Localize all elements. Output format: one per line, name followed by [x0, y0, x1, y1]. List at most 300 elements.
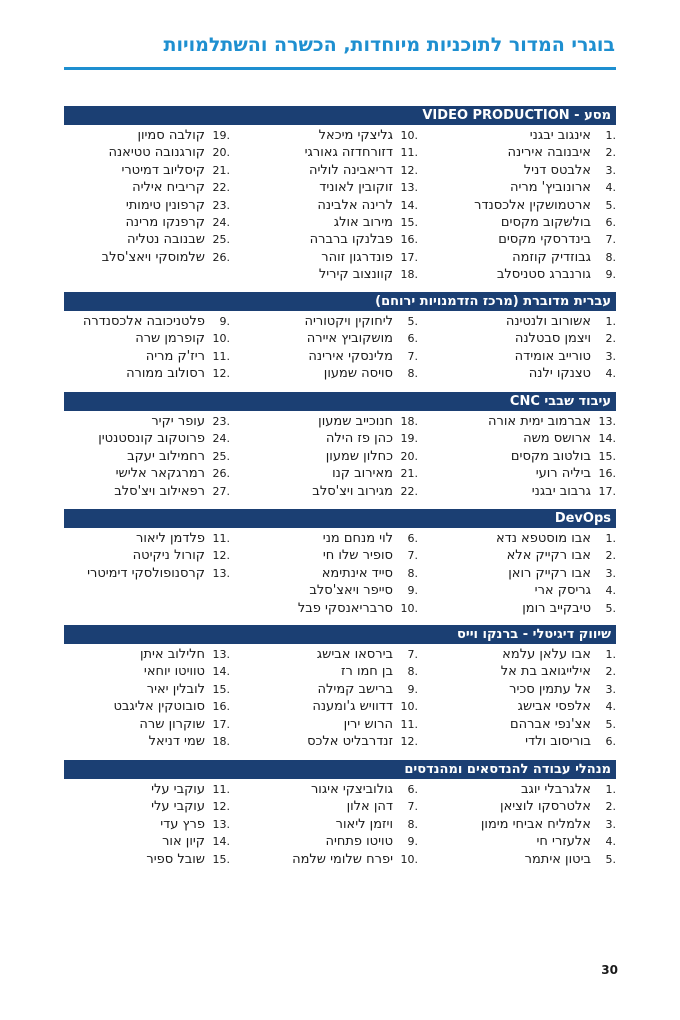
- item-number: 4.: [605, 700, 616, 714]
- list-item: [243, 582, 418, 599]
- item-number: 2.: [605, 800, 616, 814]
- list-item: [441, 430, 616, 447]
- list-item: [441, 600, 616, 617]
- section-header: עיבוד שבבי CNC: [64, 392, 616, 411]
- item-number: 22.: [400, 484, 418, 498]
- list-item: [243, 733, 418, 750]
- list-item: [441, 663, 616, 680]
- item-number: 13.: [598, 415, 616, 428]
- list-item: [441, 231, 616, 248]
- list-item: [64, 231, 230, 248]
- list-item: [64, 716, 230, 733]
- list-item: [243, 127, 418, 144]
- item-number: 6.: [605, 215, 616, 229]
- graduate-name: סייד אינתימא: [321, 565, 393, 581]
- list-item: [441, 565, 616, 582]
- list-item: [243, 816, 418, 833]
- item-number: 22.: [212, 181, 230, 195]
- section-header: עברית מדוברת (מרכז הזדמנויות ירוחם): [64, 292, 616, 311]
- section-video-production: [64, 106, 616, 283]
- item-number: 9.: [407, 584, 418, 598]
- item-number: 3.: [605, 163, 616, 177]
- name-column: [243, 127, 418, 284]
- page-number: 30: [601, 963, 618, 977]
- page-title: בוגרי המדור לתוכניות מיוחדות, הכשרה והשתלמויות: [163, 34, 615, 56]
- name-column: [243, 781, 418, 868]
- section-spoken-hebrew: [64, 292, 616, 382]
- graduate-name: אברמוב ימית אורה: [488, 414, 591, 429]
- list-item: [243, 249, 418, 266]
- graduate-name: רחמילוב יעקב: [127, 448, 205, 464]
- item-number: 9.: [219, 315, 230, 328]
- graduate-name: פבלנקו ברברה: [309, 232, 393, 248]
- item-number: 19.: [212, 129, 230, 142]
- item-number: 13.: [212, 566, 230, 580]
- list-item: [243, 663, 418, 680]
- graduate-name: דזורחדזה גאורגי: [304, 145, 393, 161]
- item-number: 16.: [400, 233, 418, 247]
- item-number: 10.: [212, 332, 230, 346]
- graduate-name: לרינה אלבינה: [317, 197, 393, 213]
- item-number: 18.: [400, 268, 418, 282]
- graduate-name: קופרמן שרה: [135, 331, 205, 347]
- list-item: [64, 681, 230, 698]
- graduate-name: סובוטקין אליגבט: [113, 699, 205, 715]
- name-column: [243, 413, 418, 500]
- graduate-name: עוקבי עלי: [151, 799, 205, 815]
- graduate-name: ביליה רועי: [535, 466, 591, 482]
- list-item: [243, 231, 418, 248]
- item-number: 26.: [212, 250, 230, 264]
- list-item: [441, 798, 616, 815]
- item-number: 20.: [212, 146, 230, 160]
- graduate-name: בירסאו אבישג: [316, 647, 393, 662]
- graduate-name: טורייב אומידה: [514, 348, 591, 364]
- item-number: 14.: [598, 432, 616, 446]
- list-item: [64, 430, 230, 447]
- graduate-name: גרבוב יבגני: [531, 483, 591, 499]
- item-number: 14.: [400, 198, 418, 212]
- list-item: [243, 530, 418, 547]
- item-number: 11.: [400, 717, 418, 731]
- graduate-name: פלטניכובה אלכסנדרה: [82, 314, 205, 329]
- item-number: 15.: [598, 449, 616, 463]
- graduate-name: אלגרבלי יוגב: [520, 782, 591, 797]
- list-item: [441, 313, 616, 330]
- list-item: [64, 162, 230, 179]
- section-devops: [64, 509, 616, 616]
- item-number: 17.: [598, 484, 616, 498]
- graduate-name: טוויטו יוחאי: [143, 664, 205, 680]
- item-number: 7.: [407, 800, 418, 814]
- list-item: [243, 179, 418, 196]
- graduate-name: אבו רקייק רואן: [508, 565, 591, 581]
- list-item: [64, 646, 230, 663]
- item-number: 14.: [212, 835, 230, 849]
- section-header: מנהלי עבודה להנדסאים ומהנדסים: [64, 760, 616, 779]
- list-item: [441, 851, 616, 868]
- section-header: שיווק דיגיטלי - ברנקו וייס: [64, 625, 616, 644]
- item-number: 5.: [407, 315, 418, 328]
- item-number: 4.: [605, 367, 616, 381]
- list-item: [441, 547, 616, 564]
- item-number: 15.: [212, 682, 230, 696]
- graduate-name: ביטון איתמר: [524, 851, 591, 867]
- item-number: 23.: [212, 198, 230, 212]
- graduate-name: סופיר שלו חי: [322, 548, 393, 564]
- item-number: 24.: [212, 215, 230, 229]
- name-column: [64, 313, 230, 383]
- item-number: 3.: [605, 817, 616, 831]
- graduate-name: גבוזדיק קוזמה: [512, 249, 591, 265]
- graduate-name: אלבטס דניל: [523, 162, 591, 178]
- name-column: [64, 127, 230, 266]
- graduate-name: אצ'נפי אברהם: [509, 716, 591, 732]
- name-column: [64, 781, 230, 868]
- graduate-name: בינדרסקי מקסים: [498, 232, 591, 248]
- section-digital-marketing: [64, 625, 616, 749]
- graduate-name: קריביח איליה: [132, 180, 205, 196]
- list-item: [441, 582, 616, 599]
- graduate-name: קרפונין טימותי: [125, 197, 205, 213]
- graduate-name: פלדמן ליאור: [136, 531, 205, 546]
- graduate-name: לוי מנחם מני: [322, 531, 393, 546]
- item-number: 13.: [212, 648, 230, 661]
- graduate-name: בן חמו רז: [340, 664, 393, 680]
- graduate-name: קולבה סמיון: [137, 128, 205, 143]
- graduate-name: אילייגואב בת אל: [500, 664, 591, 680]
- name-column: [64, 530, 230, 582]
- list-item: [441, 197, 616, 214]
- list-item: [64, 179, 230, 196]
- graduate-name: ויזמן ליאור: [335, 816, 393, 832]
- item-number: 4.: [605, 584, 616, 598]
- list-item: [243, 214, 418, 231]
- item-number: 14.: [212, 665, 230, 679]
- graduate-name: חנוכייב שמעון: [318, 414, 393, 429]
- graduate-name: דריאבינה לוליה: [308, 162, 393, 178]
- list-item: [64, 330, 230, 347]
- list-item: [64, 448, 230, 465]
- graduate-name: אבו מוסטפא נדא: [495, 531, 591, 546]
- item-number: 19.: [400, 432, 418, 446]
- item-number: 8.: [407, 566, 418, 580]
- list-item: [243, 330, 418, 347]
- item-number: 23.: [212, 415, 230, 428]
- list-item: [441, 681, 616, 698]
- list-item: [64, 348, 230, 365]
- item-number: 6.: [407, 532, 418, 545]
- item-number: 9.: [605, 268, 616, 282]
- list-item: [243, 266, 418, 283]
- graduate-name: אלטרסקו לוציאן: [500, 799, 591, 815]
- item-number: 1.: [605, 648, 616, 661]
- item-number: 3.: [605, 349, 616, 363]
- section-header: מסע - VIDEO PRODUCTION: [64, 106, 616, 125]
- item-number: 4.: [605, 835, 616, 849]
- graduate-name: שובל ספיר: [146, 851, 205, 867]
- graduate-name: קיון אור: [162, 834, 205, 850]
- list-item: [441, 646, 616, 663]
- name-column: [441, 530, 616, 617]
- graduate-name: קוונצוב קיריל: [318, 267, 393, 283]
- item-number: 7.: [407, 549, 418, 563]
- list-item: [243, 430, 418, 447]
- list-item: [64, 781, 230, 798]
- list-item: [64, 733, 230, 750]
- list-item: [243, 781, 418, 798]
- item-number: 6.: [605, 734, 616, 748]
- graduate-name: קורול ניקיטה: [132, 548, 205, 564]
- list-item: [441, 483, 616, 500]
- graduate-name: עוקבי עלי: [151, 782, 205, 797]
- graduate-name: פונדרגון זוהר: [321, 249, 393, 265]
- list-item: [64, 465, 230, 482]
- list-item: [441, 249, 616, 266]
- graduate-name: סויסה שמעון: [323, 366, 393, 382]
- graduate-name: פרוטקוב קונסטנטין: [98, 431, 205, 447]
- item-number: 8.: [605, 250, 616, 264]
- graduate-name: כחלון שמעון: [325, 448, 393, 464]
- item-number: 21.: [212, 163, 230, 177]
- list-item: [64, 249, 230, 266]
- item-number: 3.: [605, 682, 616, 696]
- item-number: 27.: [212, 484, 230, 498]
- list-item: [243, 547, 418, 564]
- list-item: [441, 214, 616, 231]
- list-item: [64, 483, 230, 500]
- graduate-name: בולטוב מקסים: [510, 448, 591, 464]
- list-item: [64, 197, 230, 214]
- item-number: 15.: [400, 215, 418, 229]
- graduate-name: דדוויש ג'ומענה: [312, 699, 393, 715]
- list-item: [441, 162, 616, 179]
- item-number: 24.: [212, 432, 230, 446]
- name-column: [64, 413, 230, 500]
- list-item: [243, 162, 418, 179]
- graduate-name: איבנובה אירינה: [507, 145, 591, 161]
- graduate-name: עופר יקיר: [151, 414, 205, 429]
- item-number: 17.: [212, 717, 230, 731]
- list-item: [64, 530, 230, 547]
- item-number: 5.: [605, 717, 616, 731]
- list-item: [64, 413, 230, 430]
- item-number: 11.: [400, 146, 418, 160]
- graduate-name: גורנברג סטניסלב: [496, 267, 591, 283]
- list-item: [441, 716, 616, 733]
- item-number: 1.: [605, 783, 616, 796]
- graduate-name: מירוב אולג: [333, 214, 393, 230]
- item-number: 4.: [605, 181, 616, 195]
- graduate-name: מגירוב ויצ'סלב: [312, 483, 393, 499]
- graduate-name: גולוביצקי איגור: [310, 782, 393, 797]
- item-number: 2.: [605, 665, 616, 679]
- item-number: 15.: [212, 852, 230, 866]
- list-item: [243, 448, 418, 465]
- name-column: [441, 646, 616, 750]
- graduate-name: שוקרון שרה: [139, 716, 205, 732]
- item-number: 1.: [605, 532, 616, 545]
- item-number: 12.: [212, 800, 230, 814]
- graduate-name: אלפסי אבישג: [517, 699, 591, 715]
- graduate-name: זוקובין לאוניד: [319, 180, 393, 196]
- graduate-name: טצנקו ילנה: [528, 366, 591, 382]
- graduate-name: בולשקוב מקסים: [500, 214, 591, 230]
- list-item: [441, 833, 616, 850]
- list-item: [243, 798, 418, 815]
- list-item: [64, 816, 230, 833]
- item-number: 2.: [605, 549, 616, 563]
- graduate-name: אשורוב ולנטינה: [505, 314, 591, 329]
- name-column: [243, 530, 418, 617]
- list-item: [441, 348, 616, 365]
- name-column: [441, 313, 616, 383]
- item-number: 3.: [605, 566, 616, 580]
- list-item: [243, 681, 418, 698]
- list-item: [243, 197, 418, 214]
- list-item: [243, 600, 418, 617]
- item-number: 18.: [212, 734, 230, 748]
- graduate-name: קורגנובה טטיאנה: [108, 145, 205, 161]
- graduate-name: דהן אלון: [346, 799, 393, 815]
- item-number: 9.: [407, 835, 418, 849]
- item-number: 6.: [407, 783, 418, 796]
- graduate-name: מושקוביץ איירה: [306, 331, 393, 347]
- graduate-name: טיבקייב רומן: [522, 600, 591, 616]
- section-header: DevOps: [64, 509, 616, 528]
- graduate-name: אלמליח אביחי מימון: [480, 816, 591, 832]
- graduate-name: רסולוב ממורה: [126, 366, 205, 382]
- graduate-name: ארושס משה: [523, 431, 591, 447]
- name-column: [64, 646, 230, 750]
- item-number: 2.: [605, 146, 616, 160]
- graduate-name: מלינסקי אירינה: [308, 348, 393, 364]
- item-number: 7.: [605, 233, 616, 247]
- list-item: [64, 127, 230, 144]
- list-item: [64, 365, 230, 382]
- item-number: 12.: [212, 367, 230, 381]
- list-item: [243, 833, 418, 850]
- item-number: 10.: [400, 852, 418, 866]
- list-item: [441, 530, 616, 547]
- list-item: [64, 663, 230, 680]
- graduate-name: ליחוקין ויקטוריה: [304, 314, 393, 329]
- list-item: [64, 698, 230, 715]
- graduate-name: לובלין יאיר: [146, 681, 205, 697]
- item-number: 21.: [400, 467, 418, 481]
- list-item: [243, 313, 418, 330]
- list-item: [64, 144, 230, 161]
- list-item: [441, 266, 616, 283]
- graduate-name: טויטו פתחיה: [325, 834, 393, 850]
- item-number: 11.: [212, 783, 230, 796]
- graduate-name: ברישב קמילה: [317, 681, 393, 697]
- title-divider: [64, 67, 616, 70]
- item-number: 1.: [605, 315, 616, 328]
- item-number: 10.: [400, 601, 418, 615]
- list-item: [441, 816, 616, 833]
- item-number: 12.: [212, 549, 230, 563]
- section-work-managers: [64, 760, 616, 867]
- list-item: [441, 179, 616, 196]
- graduate-name: אלעזרי חי: [536, 834, 591, 850]
- item-number: 5.: [605, 852, 616, 866]
- list-item: [243, 144, 418, 161]
- name-column: [243, 646, 418, 750]
- graduate-name: זנדרבליט אלכס: [307, 733, 393, 749]
- item-number: 11.: [212, 349, 230, 363]
- graduate-name: מאירוב קנו: [332, 466, 393, 482]
- list-item: [64, 565, 230, 582]
- item-number: 8.: [407, 665, 418, 679]
- graduate-name: רפאילוב ויצ'סלב: [114, 483, 205, 499]
- list-item: [441, 365, 616, 382]
- item-number: 5.: [605, 601, 616, 615]
- section-cnc: [64, 392, 616, 499]
- graduate-name: סרבריאנסקי פבל: [297, 600, 393, 616]
- list-item: [441, 781, 616, 798]
- list-item: [243, 716, 418, 733]
- item-number: 7.: [407, 349, 418, 363]
- item-number: 17.: [400, 250, 418, 264]
- item-number: 9.: [407, 682, 418, 696]
- graduate-name: שבנובה נטליה: [126, 232, 205, 248]
- list-item: [64, 851, 230, 868]
- list-item: [441, 448, 616, 465]
- item-number: 11.: [212, 532, 230, 545]
- item-number: 12.: [400, 734, 418, 748]
- list-item: [243, 365, 418, 382]
- list-item: [243, 483, 418, 500]
- item-number: 2.: [605, 332, 616, 346]
- graduate-name: חלילוב איתן: [139, 647, 205, 662]
- graduate-name: ריז'ק מריה: [145, 348, 205, 364]
- item-number: 6.: [407, 332, 418, 346]
- list-item: [64, 313, 230, 330]
- item-number: 7.: [407, 648, 418, 661]
- list-item: [64, 833, 230, 850]
- graduate-name: אינגוב יבגני: [529, 128, 591, 143]
- name-column: [441, 413, 616, 500]
- item-number: 8.: [407, 367, 418, 381]
- name-column: [243, 313, 418, 383]
- graduate-name: הרוש ירין: [343, 716, 393, 732]
- item-number: 25.: [212, 233, 230, 247]
- item-number: 25.: [212, 449, 230, 463]
- graduate-name: שמי דניאל: [148, 733, 205, 749]
- list-item: [64, 547, 230, 564]
- item-number: 5.: [605, 198, 616, 212]
- item-number: 26.: [212, 467, 230, 481]
- list-item: [441, 330, 616, 347]
- item-number: 10.: [400, 129, 418, 142]
- list-item: [243, 851, 418, 868]
- graduate-name: אל עתמין סכיר: [509, 681, 591, 697]
- item-number: 1.: [605, 129, 616, 142]
- list-item: [441, 144, 616, 161]
- graduate-name: ויצמן סבטלנה: [514, 331, 591, 347]
- item-number: 16.: [598, 467, 616, 481]
- graduate-name: שלמוסקי ויאצ'סלב: [101, 249, 205, 265]
- graduate-name: ארטמושקין אלכסנדר: [474, 197, 591, 213]
- graduate-name: גריסק ארי: [534, 583, 591, 599]
- item-number: 18.: [400, 415, 418, 428]
- graduate-name: אבו עלאן עלמא: [502, 647, 591, 662]
- graduate-name: פרץ עדי: [160, 816, 205, 832]
- list-item: [441, 733, 616, 750]
- list-item: [243, 565, 418, 582]
- list-item: [441, 698, 616, 715]
